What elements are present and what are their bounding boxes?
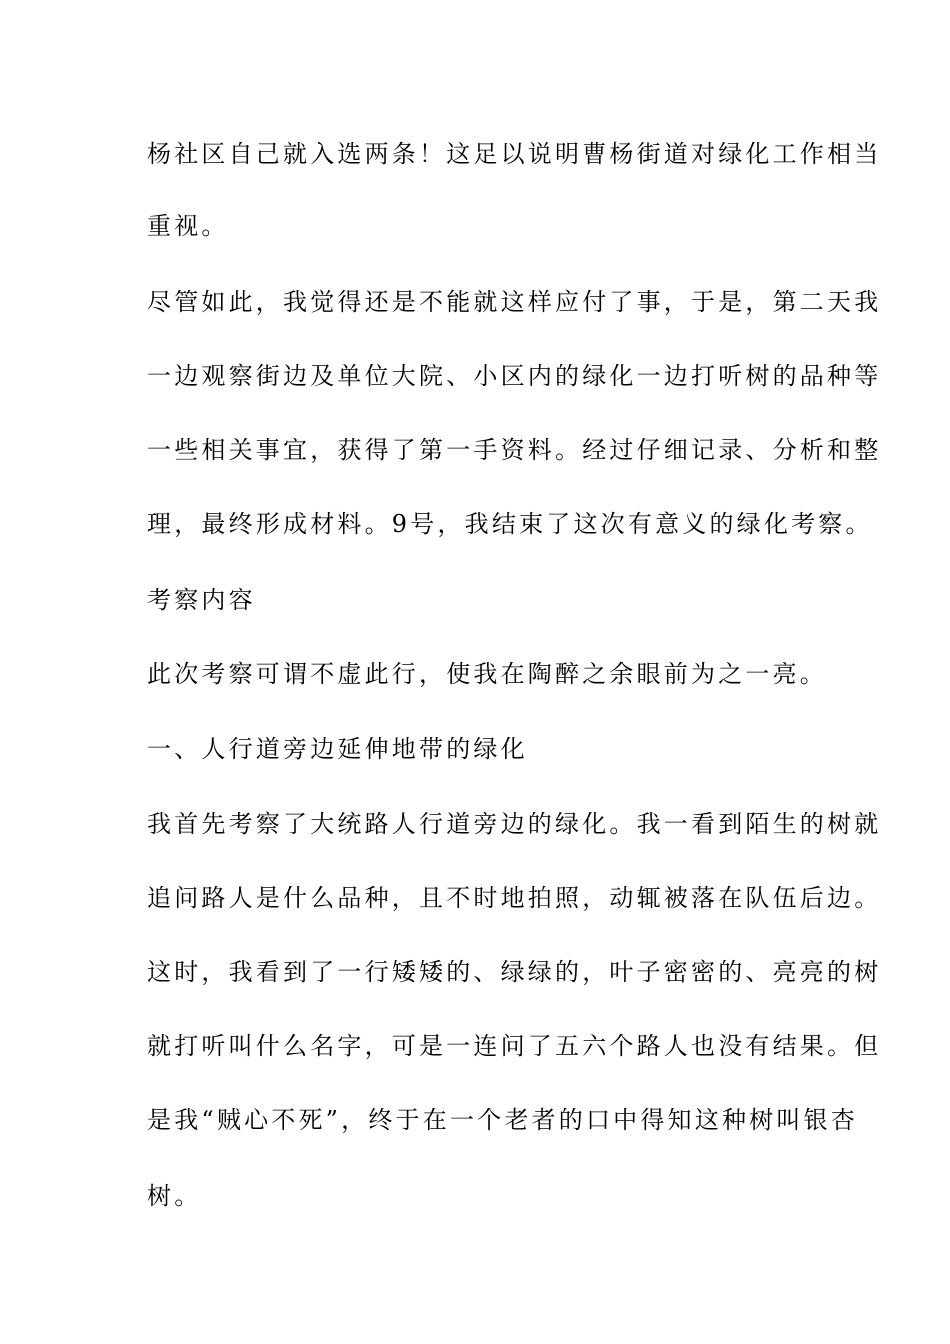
text-line: 杨社区自己就入选两条！这足以说明曹杨街道对绿化工作相当	[147, 140, 882, 168]
text-line: 追问路人是什么品种，且不时地拍照，动辄被落在队伍后边。	[147, 884, 882, 912]
text-line: 重视。	[147, 212, 229, 240]
subsection-heading: 一、人行道旁边延伸地带的绿化	[147, 735, 528, 763]
text-line: 就打听叫什么名字，可是一连问了五六个路人也没有结果。但	[147, 1032, 882, 1060]
text-line: 此次考察可谓不虚此行，使我在陶醉之余眼前为之一亮。	[147, 660, 827, 688]
text-line: 一边观察街边及单位大院、小区内的绿化一边打听树的品种等	[147, 362, 882, 390]
text-line: 尽管如此，我觉得还是不能就这样应付了事，于是，第二天我	[147, 288, 882, 316]
text-line: 是我“贼心不死”，终于在一个老者的口中得知这种树叫银杏	[147, 1106, 858, 1134]
text-line: 一些相关事宜，获得了第一手资料。经过仔细记录、分析和整	[147, 436, 882, 464]
text-line: 这时，我看到了一行矮矮的、绿绿的，叶子密密的、亮亮的树	[147, 958, 882, 986]
section-heading: 考察内容	[147, 586, 256, 614]
text-line: 理，最终形成材料。9号，我结束了这次有意义的绿化考察。	[147, 510, 873, 538]
text-line: 我首先考察了大统路人行道旁边的绿化。我一看到陌生的树就	[147, 810, 882, 838]
text-line: 树。	[147, 1182, 202, 1210]
